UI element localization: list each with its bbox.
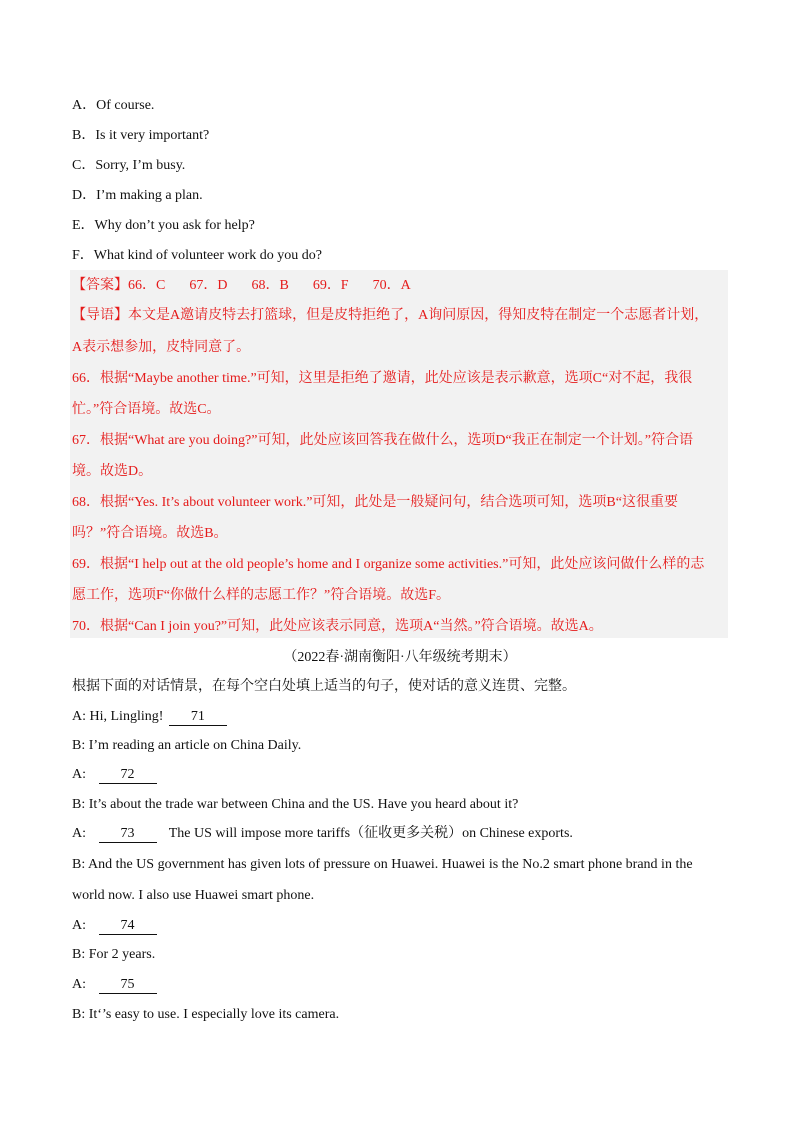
option-c: C．Sorry, I’m busy. [72, 158, 186, 173]
explanation-66: 忙。”符合语境。故选C。 [72, 402, 221, 417]
dialogue-line [72, 975, 728, 995]
answer-item: 66．C [128, 278, 166, 293]
instruction: 根据下面的对话情景，在每个空白处填上适当的句子，使对话的意义连贯、完整。 [72, 679, 576, 694]
blank-72: 72 [99, 767, 157, 784]
answer-key-line [72, 276, 726, 296]
explanation-68: 68．根据“Yes. It’s about volunteer work.”可知，此处是一般疑问句，结合选项可知，选项B“这很重要 [72, 495, 678, 510]
dialogue-text: The US will impose more tariffs（征收更多关税）on Chinese exports. [168, 826, 573, 841]
dialogue-line: B: It‘’s easy to use. I especially love its camera. [72, 1007, 340, 1022]
option-a: A．Of course. [72, 98, 155, 113]
explanation-67: 境。故选D。 [72, 464, 153, 479]
speaker-text: A: [72, 977, 86, 992]
blank-73: 73 [99, 826, 157, 843]
option-d: D．I’m making a plan. [72, 188, 203, 203]
speaker-text: A: [72, 767, 86, 782]
speaker-text: A: Hi, Lingling! [72, 709, 164, 724]
option-e: E．Why don’t you ask for help? [72, 218, 255, 233]
speaker-text: A: [72, 826, 86, 841]
blank-74: 74 [99, 918, 157, 935]
explanation-67: 67．根据“What are you doing?”可知，此处应该回答我在做什么，选项D“我正在制定一个计划。”符合语 [72, 433, 693, 448]
dialogue-line: B: For 2 years. [72, 947, 156, 962]
dialogue-line [72, 824, 728, 844]
dialogue-line [72, 707, 728, 727]
answer-item: 70．A [372, 278, 411, 293]
answer-label: 【答案】 [72, 278, 128, 293]
dialogue-line [72, 916, 728, 936]
answer-item: 69．F [312, 278, 349, 293]
dialogue-line: B: It’s about the trade war between China and the US. Have you heard about it? [72, 797, 519, 812]
dialogue-line: B: I’m reading an article on China Daily. [72, 738, 302, 753]
speaker-text: A: [72, 918, 86, 933]
dialogue-line: world now. I also use Huawei smart phone. [72, 888, 315, 903]
blank-75: 75 [99, 977, 157, 994]
explanation-69: 愿工作，选项F“你做什么样的志愿工作？”符合语境。故选F。 [72, 588, 450, 603]
explanation-70: 70．根据“Can I join you?”可知，此处应该表示同意，选项A“当然。”符合语境。故选A。 [72, 619, 603, 634]
explanation-69: 69．根据“I help out at the old people’s home and I organize some activities.”可知，此处应该问做什么样的志 [72, 557, 705, 572]
guide-text: 【导语】本文是A邀请皮特去打篮球，但是皮特拒绝了，A询问原因，得知皮特在制定一个志愿者计划， [72, 308, 709, 323]
option-b: B．Is it very important? [72, 128, 210, 143]
option-f: F．What kind of volunteer work do you do? [72, 248, 323, 263]
dialogue-line [72, 765, 728, 785]
dialogue-line: B: And the US government has given lots of pressure on Huawei. Huawei is the No.2 smart phone brand in the [72, 857, 693, 872]
question-source: （2022春·湖南衡阳·八年级统考期末） [283, 650, 517, 665]
explanation-68: 吗？”符合语境。故选B。 [72, 526, 228, 541]
blank-71: 71 [169, 709, 227, 726]
explanation-66: 66．根据“Maybe another time.”可知，这里是拒绝了邀请，此处应该是表示歉意，选项C“对不起，我很 [72, 371, 693, 386]
answer-item: 67．D [189, 278, 228, 293]
answer-item: 68．B [251, 278, 289, 293]
guide-text: A表示想参加，皮特同意了。 [72, 340, 251, 355]
